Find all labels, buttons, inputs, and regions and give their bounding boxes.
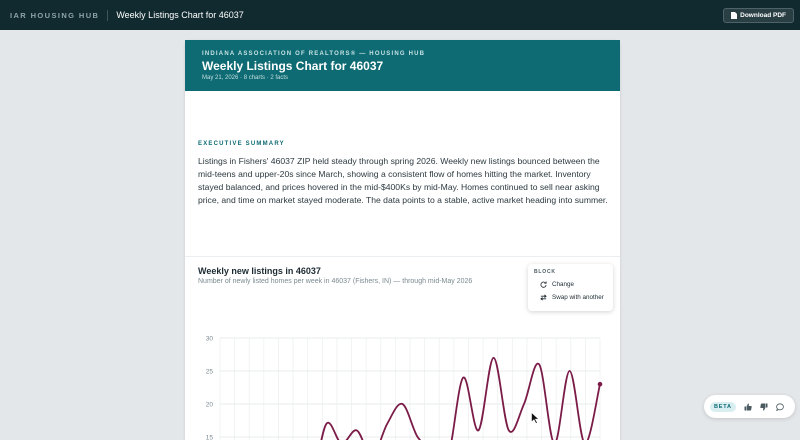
- swap-button[interactable]: [534, 294, 607, 301]
- top-bar: [0, 0, 800, 30]
- comment-icon[interactable]: [776, 403, 784, 411]
- beta-badge: BETA: [710, 402, 736, 412]
- document-title: Weekly Listings Chart for 46037: [116, 10, 243, 20]
- chart-title: Weekly new listings in 46037: [198, 266, 321, 276]
- file-icon: [731, 12, 737, 19]
- change-button[interactable]: [534, 281, 607, 288]
- y-tick-label: 25: [206, 369, 214, 376]
- report-title: Weekly Listings Chart for 46037: [202, 59, 603, 73]
- report-header: [185, 40, 620, 91]
- download-pdf-button[interactable]: [723, 8, 794, 23]
- y-tick-label: 15: [206, 435, 214, 440]
- y-tick-label: 30: [206, 336, 214, 343]
- report-meta: May 21, 2026 · 8 charts · 2 facts: [202, 75, 603, 81]
- report-card: [185, 40, 620, 440]
- block-menu: [528, 264, 613, 311]
- report-kicker: INDIANA ASSOCIATION OF REALTORS® — HOUSING HUB: [202, 51, 603, 57]
- feedback-widget: [704, 395, 795, 418]
- swap-label: Swap with another: [552, 294, 604, 301]
- swap-icon: [540, 294, 547, 301]
- change-label: Change: [552, 281, 574, 288]
- thumbs-down-icon[interactable]: [760, 403, 768, 411]
- refresh-icon: [540, 281, 547, 288]
- download-pdf-label: Download PDF: [740, 12, 786, 19]
- divider: [107, 10, 108, 21]
- section-divider: [185, 256, 620, 257]
- y-tick-label: 20: [206, 402, 214, 409]
- executive-summary[interactable]: [198, 141, 608, 207]
- mouse-cursor-icon: [531, 412, 539, 424]
- brand-name[interactable]: IAR HOUSING HUB: [10, 11, 99, 20]
- data-point-last[interactable]: [598, 382, 603, 387]
- listings-line-chart[interactable]: [185, 290, 620, 440]
- thumbs-up-icon[interactable]: [744, 403, 752, 411]
- summary-text: Listings in Fishers' 46037 ZIP held steady through spring 2026. Weekly new listings bounced between the mid-teens and upper-20s since March, showing a consistent flow of homes hitting the market. Inventory stayed balanced, and prices hovered in the mid-$400Ks by mid-May. Homes continued to sell near asking price, and time on market stayed moderate. The data points to a stable, active market heading into summer.: [198, 155, 608, 207]
- summary-label: EXECUTIVE SUMMARY: [198, 141, 608, 147]
- block-menu-label: BLOCK: [534, 269, 607, 275]
- chart-subtitle: Number of newly listed homes per week in 46037 (Fishers, IN) — through mid-May 2026: [198, 278, 472, 285]
